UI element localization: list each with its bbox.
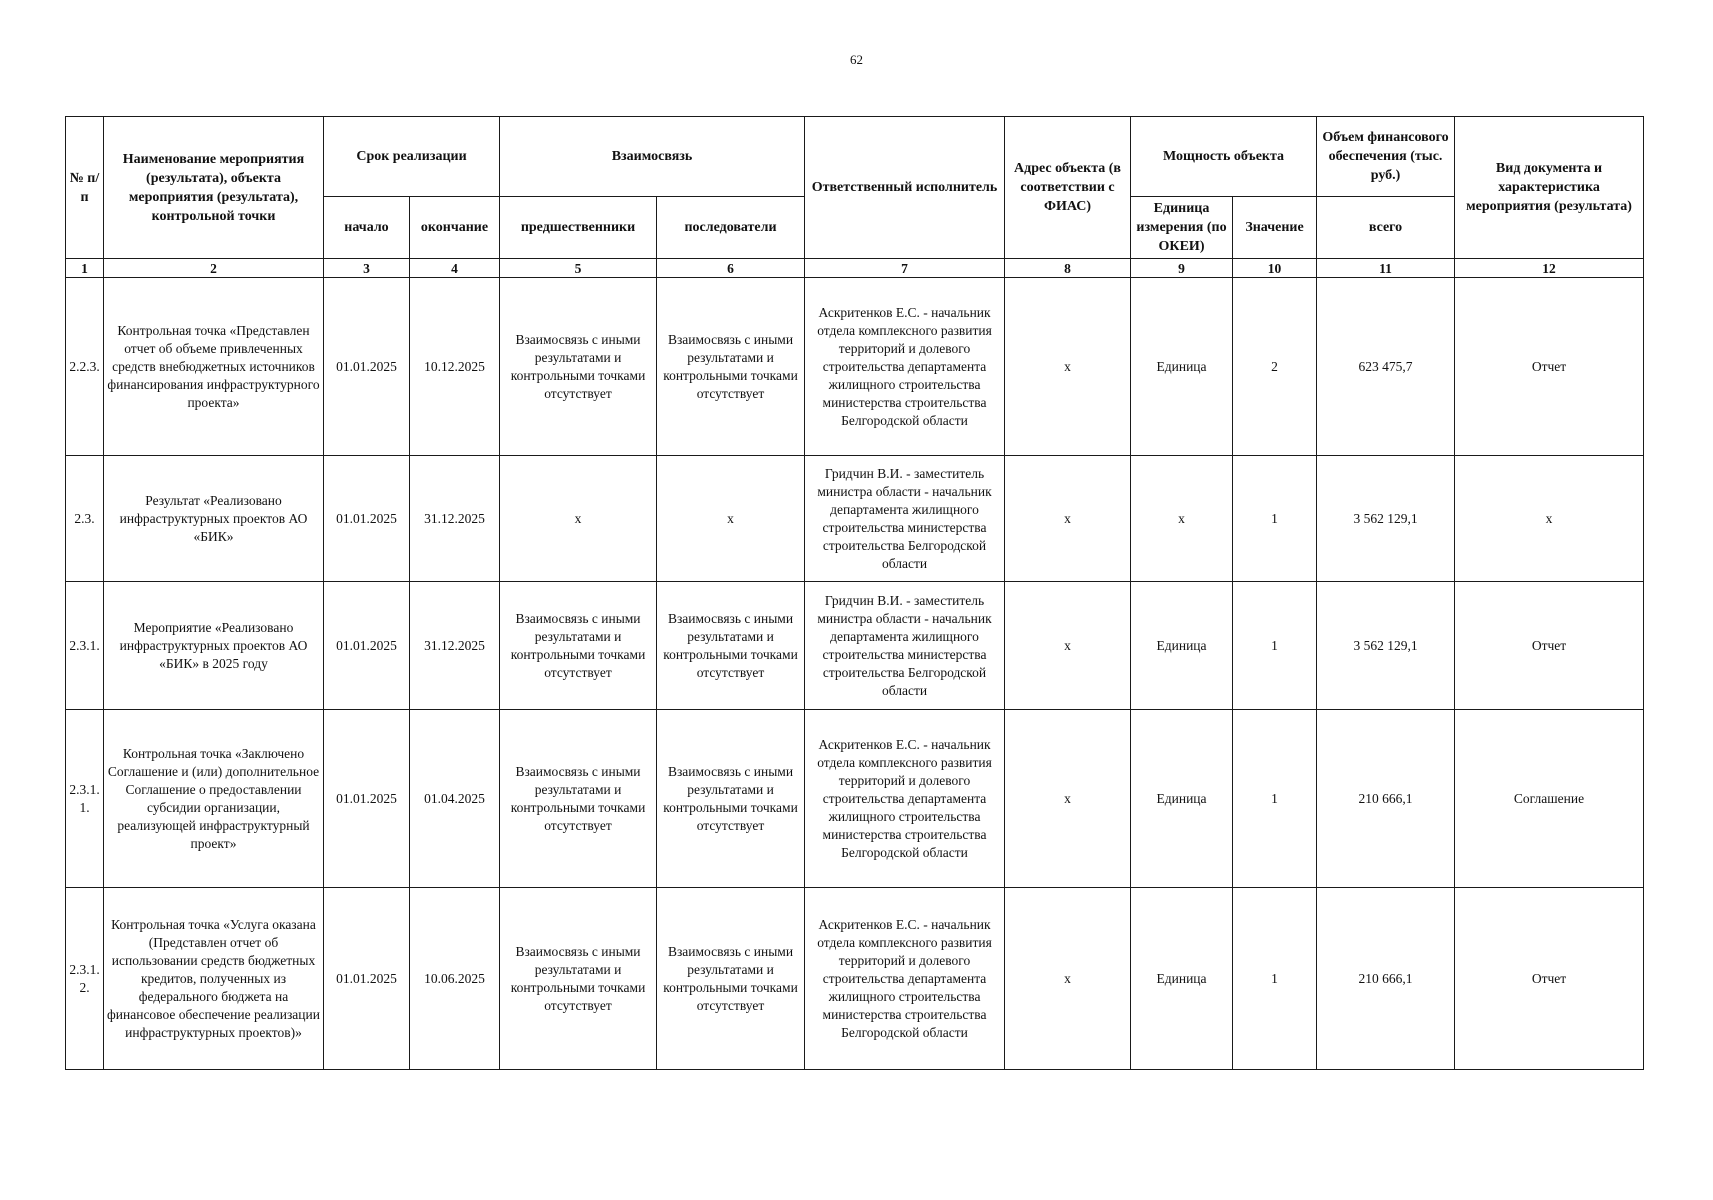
page-number: 62 bbox=[850, 52, 863, 67]
column-number: 7 bbox=[805, 259, 1005, 278]
row-end: 10.06.2025 bbox=[410, 888, 500, 1070]
row-successors: Взаимосвязь с иными результатами и контрольными точками отсутствует bbox=[657, 278, 805, 456]
row-end: 01.04.2025 bbox=[410, 710, 500, 888]
column-number: 2 bbox=[104, 259, 324, 278]
row-responsible: Аскритенков Е.С. - начальник отдела комплексного развития территорий и долевого строительства департамента жилищного строительства министерства строительства Белгородской области bbox=[805, 710, 1005, 888]
header-value: Значение bbox=[1233, 197, 1317, 259]
row-doc: Соглашение bbox=[1455, 710, 1644, 888]
table-row bbox=[66, 710, 1644, 888]
header-start: начало bbox=[324, 197, 410, 259]
row-successors: Взаимосвязь с иными результатами и контрольными точками отсутствует bbox=[657, 888, 805, 1070]
row-doc: Отчет bbox=[1455, 888, 1644, 1070]
header-capacity: Мощность объекта bbox=[1131, 117, 1317, 197]
row-value: 1 bbox=[1233, 888, 1317, 1070]
row-start: 01.01.2025 bbox=[324, 710, 410, 888]
row-no: 2.3.1. bbox=[66, 582, 104, 710]
row-address: х bbox=[1005, 888, 1131, 1070]
row-address: х bbox=[1005, 456, 1131, 582]
row-unit: Единица bbox=[1131, 710, 1233, 888]
table-row bbox=[66, 278, 1644, 456]
column-number: 8 bbox=[1005, 259, 1131, 278]
row-name: Мероприятие «Реализовано инфраструктурных проектов АО «БИК» в 2025 году bbox=[104, 582, 324, 710]
header-predecessors: предшественники bbox=[500, 197, 657, 259]
row-doc: Отчет bbox=[1455, 278, 1644, 456]
row-end: 31.12.2025 bbox=[410, 582, 500, 710]
header-address: Адрес объекта (в соответствии с ФИАС) bbox=[1005, 117, 1131, 259]
column-number: 4 bbox=[410, 259, 500, 278]
row-unit: х bbox=[1131, 456, 1233, 582]
header-no: № п/п bbox=[66, 117, 104, 259]
row-total: 3 562 129,1 bbox=[1317, 456, 1455, 582]
header-relation: Взаимосвязь bbox=[500, 117, 805, 197]
row-name: Результат «Реализовано инфраструктурных проектов АО «БИК» bbox=[104, 456, 324, 582]
column-numbers-row bbox=[66, 259, 1644, 278]
row-predecessors: Взаимосвязь с иными результатами и контрольными точками отсутствует bbox=[500, 278, 657, 456]
header-total: всего bbox=[1317, 197, 1455, 259]
column-number: 5 bbox=[500, 259, 657, 278]
row-successors: Взаимосвязь с иными результатами и контрольными точками отсутствует bbox=[657, 582, 805, 710]
header-name: Наименование мероприятия (результата), объекта мероприятия (результата), контрольной точки bbox=[104, 117, 324, 259]
row-address: х bbox=[1005, 278, 1131, 456]
header-successors: последователи bbox=[657, 197, 805, 259]
row-predecessors: х bbox=[500, 456, 657, 582]
row-predecessors: Взаимосвязь с иными результатами и контрольными точками отсутствует bbox=[500, 582, 657, 710]
row-no: 2.3. bbox=[66, 456, 104, 582]
row-total: 3 562 129,1 bbox=[1317, 582, 1455, 710]
column-number: 1 bbox=[66, 259, 104, 278]
table-row bbox=[66, 888, 1644, 1070]
header-doc: Вид документа и характеристика мероприятия (результата) bbox=[1455, 117, 1644, 259]
column-number: 12 bbox=[1455, 259, 1644, 278]
row-value: 1 bbox=[1233, 582, 1317, 710]
row-no: 2.2.3. bbox=[66, 278, 104, 456]
header-period: Срок реализации bbox=[324, 117, 500, 197]
column-number: 11 bbox=[1317, 259, 1455, 278]
header-unit: Единица измерения (по ОКЕИ) bbox=[1131, 197, 1233, 259]
row-name: Контрольная точка «Представлен отчет об объеме привлеченных средств внебюджетных источников финансирования инфраструктурного проекта» bbox=[104, 278, 324, 456]
table-header bbox=[66, 117, 1644, 278]
row-doc: х bbox=[1455, 456, 1644, 582]
column-number: 10 bbox=[1233, 259, 1317, 278]
row-unit: Единица bbox=[1131, 582, 1233, 710]
row-total: 210 666,1 bbox=[1317, 888, 1455, 1070]
column-number: 6 bbox=[657, 259, 805, 278]
row-responsible: Аскритенков Е.С. - начальник отдела комплексного развития территорий и долевого строительства департамента жилищного строительства министерства строительства Белгородской области bbox=[805, 888, 1005, 1070]
row-total: 623 475,7 bbox=[1317, 278, 1455, 456]
row-value: 2 bbox=[1233, 278, 1317, 456]
table-row bbox=[66, 582, 1644, 710]
row-successors: х bbox=[657, 456, 805, 582]
row-responsible: Гридчин В.И. - заместитель министра области - начальник департамента жилищного строительства министерства строительства Белгородской области bbox=[805, 456, 1005, 582]
row-value: 1 bbox=[1233, 710, 1317, 888]
row-start: 01.01.2025 bbox=[324, 278, 410, 456]
row-end: 31.12.2025 bbox=[410, 456, 500, 582]
column-number: 3 bbox=[324, 259, 410, 278]
row-no: 2.3.1.2. bbox=[66, 888, 104, 1070]
row-predecessors: Взаимосвязь с иными результатами и контрольными точками отсутствует bbox=[500, 710, 657, 888]
row-successors: Взаимосвязь с иными результатами и контрольными точками отсутствует bbox=[657, 710, 805, 888]
row-responsible: Аскритенков Е.С. - начальник отдела комплексного развития территорий и долевого строительства департамента жилищного строительства министерства строительства Белгородской области bbox=[805, 278, 1005, 456]
table-row bbox=[66, 456, 1644, 582]
row-value: 1 bbox=[1233, 456, 1317, 582]
row-address: х bbox=[1005, 710, 1131, 888]
row-end: 10.12.2025 bbox=[410, 278, 500, 456]
column-number: 9 bbox=[1131, 259, 1233, 278]
row-start: 01.01.2025 bbox=[324, 888, 410, 1070]
row-start: 01.01.2025 bbox=[324, 456, 410, 582]
row-no: 2.3.1.1. bbox=[66, 710, 104, 888]
row-unit: Единица bbox=[1131, 278, 1233, 456]
row-predecessors: Взаимосвязь с иными результатами и контрольными точками отсутствует bbox=[500, 888, 657, 1070]
row-name: Контрольная точка «Услуга оказана (Представлен отчет об использовании средств бюджетных кредитов, полученных из федерального бюджета на финансовое обеспечение реализации инфраструктурных проектов)» bbox=[104, 888, 324, 1070]
header-responsible: Ответственный исполнитель bbox=[805, 117, 1005, 259]
row-responsible: Гридчин В.И. - заместитель министра области - начальник департамента жилищного строительства министерства строительства Белгородской области bbox=[805, 582, 1005, 710]
row-start: 01.01.2025 bbox=[324, 582, 410, 710]
row-doc: Отчет bbox=[1455, 582, 1644, 710]
plan-table bbox=[65, 116, 1644, 1070]
header-end: окончание bbox=[410, 197, 500, 259]
row-total: 210 666,1 bbox=[1317, 710, 1455, 888]
table-body bbox=[66, 278, 1644, 1070]
header-finance: Объем финансового обеспечения (тыс. руб.) bbox=[1317, 117, 1455, 197]
row-name: Контрольная точка «Заключено Соглашение и (или) дополнительное Соглашение о предоставлении субсидии организации, реализующей инфраструктурный проект» bbox=[104, 710, 324, 888]
row-address: х bbox=[1005, 582, 1131, 710]
row-unit: Единица bbox=[1131, 888, 1233, 1070]
